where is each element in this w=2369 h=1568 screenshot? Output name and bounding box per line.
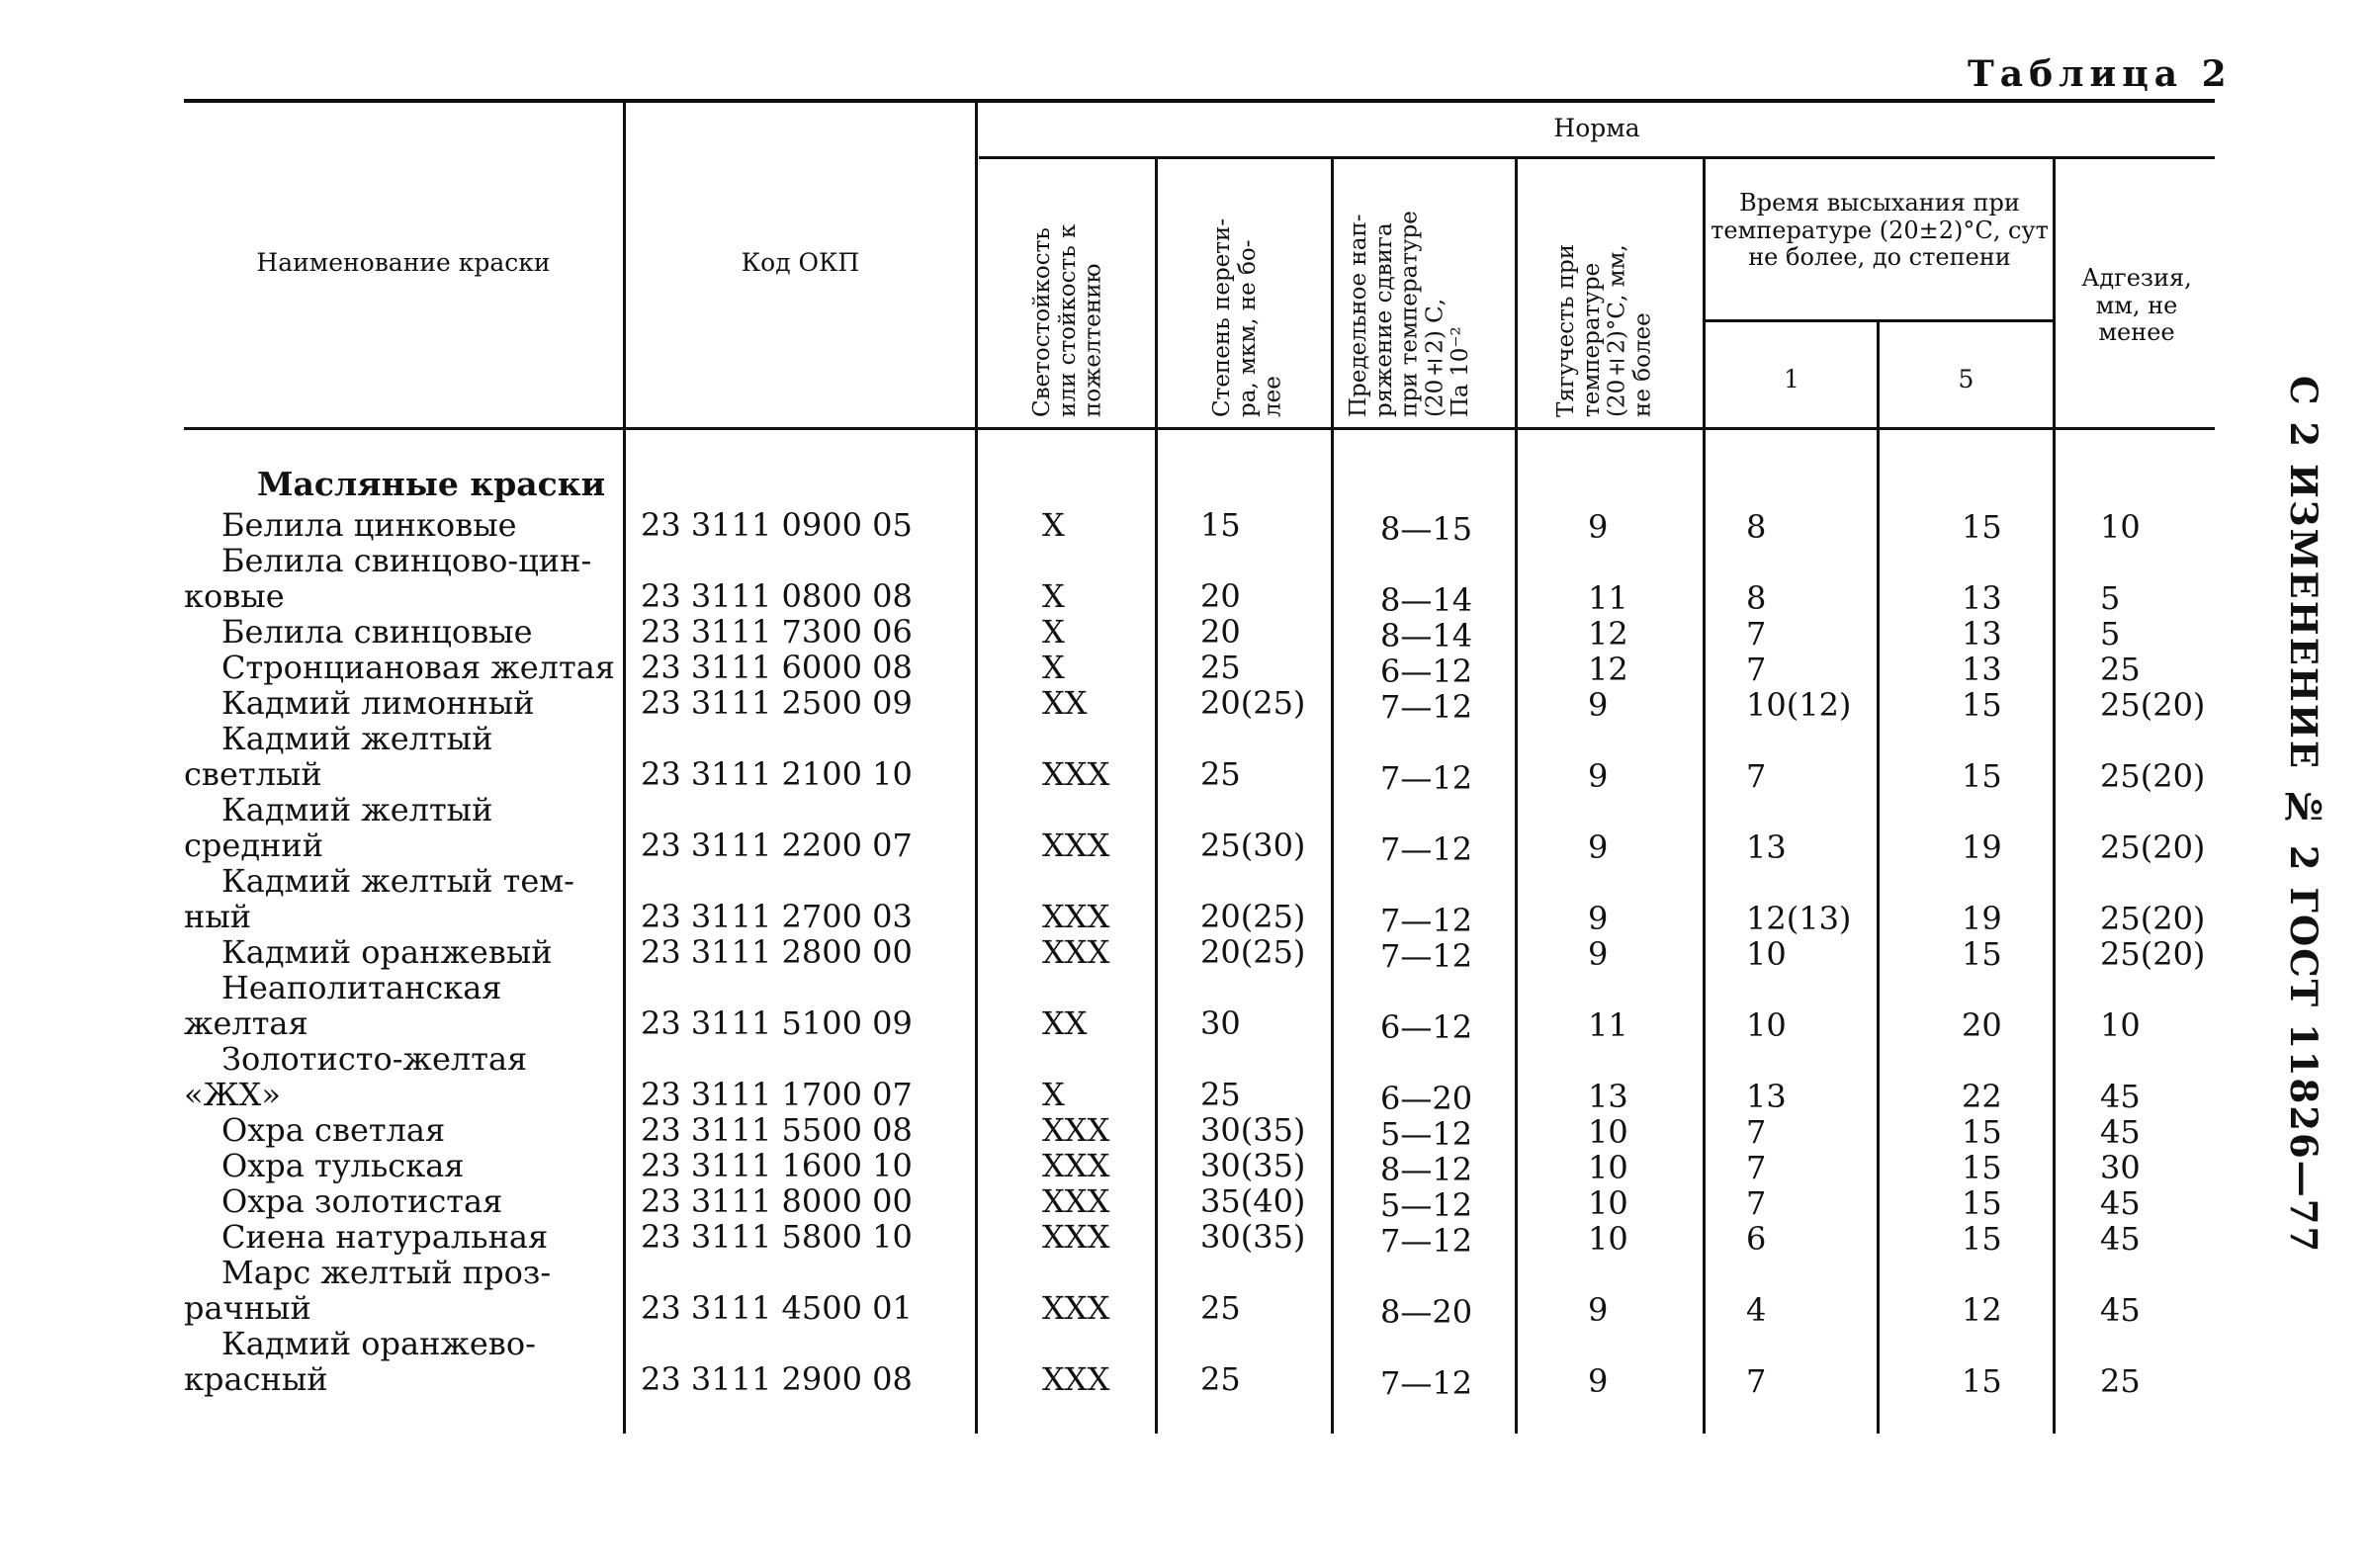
lightfastness: X	[1042, 649, 1065, 686]
okp-code: 23 3111 2100 10	[641, 755, 913, 793]
grind-degree: 25	[1200, 1076, 1241, 1113]
dry-degree-1: 7	[1746, 1149, 1767, 1186]
dry-degree-1: 10(12)	[1746, 686, 1852, 724]
dry-degree-1: 7	[1746, 1184, 1767, 1222]
okp-code: 23 3111 2500 09	[641, 684, 913, 722]
paint-name: Кадмий оранжево-	[221, 1325, 536, 1362]
okp-code: 23 3111 2700 03	[641, 898, 913, 935]
viscosity: 9	[1588, 508, 1609, 546]
lightfastness: XXX	[1042, 1360, 1110, 1398]
adhesion: 5	[2100, 615, 2121, 653]
okp-code: 23 3111 1600 10	[641, 1147, 913, 1184]
adhesion: 45	[2100, 1220, 2141, 1258]
header-adhesion: Адгезия, мм, не менее	[2081, 264, 2192, 347]
okp-code: 23 3111 2900 08	[641, 1360, 913, 1398]
grind-degree: 20(25)	[1200, 898, 1306, 935]
paint-name-cont: рачный	[184, 1289, 311, 1327]
okp-code: 23 3111 5800 10	[641, 1218, 913, 1256]
viscosity: 12	[1588, 651, 1628, 688]
dry-degree-1: 13	[1746, 1078, 1787, 1115]
lightfastness: X	[1042, 577, 1065, 615]
okp-code: 23 3111 0900 05	[641, 506, 913, 544]
shear-stress: 7—12	[1380, 937, 1473, 975]
dry-degree-5: 13	[1962, 615, 2002, 653]
okp-code: 23 3111 4500 01	[641, 1289, 913, 1327]
lightfastness: X	[1042, 613, 1065, 651]
okp-code: 23 3111 8000 00	[641, 1182, 913, 1220]
adhesion: 25(20)	[2100, 900, 2206, 937]
shear-stress: 8—12	[1380, 1151, 1473, 1188]
header-dry: Время высыхания при температуре (20±2)°С, сут не более, до степени	[1711, 189, 2049, 272]
paint-name: Кадмий желтый	[221, 791, 493, 828]
shear-stress: 7—12	[1380, 1364, 1473, 1402]
viscosity: 9	[1588, 757, 1609, 795]
dry-degree-1: 13	[1746, 828, 1787, 866]
lightfastness: X	[1042, 506, 1065, 544]
lightfastness: XXX	[1042, 1147, 1110, 1184]
adhesion: 45	[2100, 1291, 2141, 1329]
grind-degree: 30(35)	[1200, 1147, 1306, 1184]
table-label: Таблица 2	[1968, 53, 2233, 95]
dry-degree-1: 4	[1746, 1291, 1767, 1329]
dry-degree-5: 22	[1962, 1078, 2002, 1115]
grind-degree: 35(40)	[1200, 1182, 1306, 1220]
viscosity: 9	[1588, 935, 1609, 973]
shear-stress: 7—12	[1380, 830, 1473, 868]
shear-stress: 8—20	[1380, 1293, 1473, 1331]
viscosity: 9	[1588, 1291, 1609, 1329]
lightfastness: XX	[1042, 684, 1088, 722]
paint-name: Стронциановая желтая	[221, 649, 615, 686]
paint-name: Кадмий лимонный	[221, 684, 535, 722]
paint-name: Кадмий оранжевый	[221, 933, 553, 971]
lightfastness: XXX	[1042, 755, 1110, 793]
shear-stress: 7—12	[1380, 759, 1473, 797]
grind-degree: 20(25)	[1200, 684, 1306, 722]
adhesion: 25(20)	[2100, 686, 2206, 724]
dry-degree-1: 12(13)	[1746, 900, 1852, 937]
grind-degree: 20(25)	[1200, 933, 1306, 971]
okp-code: 23 3111 2200 07	[641, 827, 913, 864]
viscosity: 9	[1588, 686, 1609, 724]
grind-degree: 20	[1200, 613, 1241, 651]
dry-degree-5: 13	[1962, 651, 2002, 688]
viscosity: 10	[1588, 1113, 1628, 1151]
dry-degree-1: 7	[1746, 1113, 1767, 1151]
adhesion: 25(20)	[2100, 935, 2206, 973]
viscosity: 9	[1588, 828, 1609, 866]
paint-name: Золотисто-желтая	[221, 1040, 528, 1078]
lightfastness: XX	[1042, 1004, 1088, 1042]
adhesion: 45	[2100, 1184, 2141, 1222]
okp-code: 23 3111 2800 00	[641, 933, 913, 971]
adhesion: 25(20)	[2100, 828, 2206, 866]
header-shear: Предельное нап- ряжение сдвига при температуре (20±2) С, Па 10⁻²	[1346, 211, 1473, 417]
header-grind: Степень перети- ра, мкм, не бо- лее	[1209, 218, 1286, 417]
lightfastness: X	[1042, 1076, 1065, 1113]
dry-degree-5: 15	[1962, 1149, 2002, 1186]
viscosity: 12	[1588, 615, 1628, 653]
grind-degree: 25	[1200, 1360, 1241, 1398]
viscosity: 9	[1588, 900, 1609, 937]
paint-name: Охра светлая	[221, 1111, 446, 1149]
col-sep-light	[1155, 158, 1158, 1434]
paint-name: Кадмий желтый	[221, 720, 493, 757]
col-sep-grind	[1331, 158, 1334, 1434]
section-title: Масляные краски	[257, 465, 606, 503]
shear-stress: 6—12	[1380, 653, 1473, 690]
viscosity: 9	[1588, 1362, 1609, 1400]
lightfastness: XXX	[1042, 1182, 1110, 1220]
shear-stress: 6—12	[1380, 1008, 1473, 1046]
adhesion: 10	[2100, 508, 2141, 546]
dry-degree-1: 7	[1746, 757, 1767, 795]
dry-degree-5: 19	[1962, 828, 2002, 866]
header-dry-1: 1	[1784, 365, 1799, 393]
okp-code: 23 3111 7300 06	[641, 613, 913, 651]
paint-name: Белила свинцово-цин-	[221, 542, 592, 579]
viscosity: 11	[1588, 579, 1628, 617]
viscosity: 10	[1588, 1220, 1628, 1258]
shear-stress: 7—12	[1380, 1222, 1473, 1260]
shear-stress: 8—14	[1380, 617, 1473, 654]
viscosity: 11	[1588, 1006, 1628, 1044]
shear-stress: 8—15	[1380, 510, 1473, 548]
paint-name-cont: желтая	[184, 1004, 308, 1042]
lightfastness: XXX	[1042, 1218, 1110, 1256]
adhesion: 5	[2100, 579, 2121, 617]
paint-name: Неаполитанская	[221, 969, 502, 1006]
dry-degree-1: 8	[1746, 579, 1767, 617]
header-bottom-rule	[184, 427, 2215, 430]
lightfastness: XXX	[1042, 898, 1110, 935]
shear-stress: 5—12	[1380, 1115, 1473, 1153]
dry-degree-1: 7	[1746, 615, 1767, 653]
okp-code: 23 3111 6000 08	[641, 649, 913, 686]
dry-degree-1: 7	[1746, 651, 1767, 688]
lightfastness: XXX	[1042, 1111, 1110, 1149]
shear-stress: 7—12	[1380, 688, 1473, 726]
shear-stress: 5—12	[1380, 1186, 1473, 1224]
grind-degree: 20	[1200, 577, 1241, 615]
paint-name: Белила цинковые	[221, 506, 517, 544]
lightfastness: XXX	[1042, 1289, 1110, 1327]
okp-code: 23 3111 1700 07	[641, 1076, 913, 1113]
lightfastness: XXX	[1042, 933, 1110, 971]
header-code: Код ОКП	[741, 248, 860, 277]
dry-degree-5: 15	[1962, 508, 2002, 546]
okp-code: 23 3111 0800 08	[641, 577, 913, 615]
grind-degree: 30(35)	[1200, 1218, 1306, 1256]
header-light: Светостойкость или стойкость к пожелтению	[1029, 223, 1106, 417]
paint-name: Сиена натуральная	[221, 1218, 549, 1256]
paint-name-cont: ковые	[184, 577, 285, 615]
dry-degree-5: 19	[1962, 900, 2002, 937]
dry-degree-5: 15	[1962, 1220, 2002, 1258]
col-sep-shear	[1515, 158, 1518, 1434]
viscosity: 13	[1588, 1078, 1628, 1115]
lightfastness: XXX	[1042, 827, 1110, 864]
dry-degree-1: 7	[1746, 1362, 1767, 1400]
adhesion: 30	[2100, 1149, 2141, 1186]
grind-degree: 25	[1200, 755, 1241, 793]
header-visc: Тягучесть при температуре (20±2)°С, мм, не более	[1553, 243, 1656, 417]
adhesion: 25	[2100, 1362, 2141, 1400]
paint-name: Охра золотистая	[221, 1182, 503, 1220]
shear-stress: 6—20	[1380, 1080, 1473, 1117]
dry-degree-5: 15	[1962, 935, 2002, 973]
dry-degree-1: 6	[1746, 1220, 1767, 1258]
header-dry-5: 5	[1958, 365, 1974, 393]
viscosity: 10	[1588, 1149, 1628, 1186]
col-sep-visc	[1703, 158, 1706, 1434]
dry-degree-5: 12	[1962, 1291, 2002, 1329]
grind-degree: 25(30)	[1200, 827, 1306, 864]
grind-degree: 25	[1200, 1289, 1241, 1327]
paint-name-cont: ный	[184, 898, 252, 935]
dry-degree-5: 13	[1962, 579, 2002, 617]
norm-rule	[979, 156, 2215, 159]
shear-stress: 7—12	[1380, 902, 1473, 939]
dry-degree-5: 15	[1962, 757, 2002, 795]
header-name: Наименование краски	[256, 248, 551, 277]
paint-name-cont: красный	[184, 1360, 328, 1398]
col-sep-code	[975, 103, 978, 1434]
paint-name: Кадмий желтый тем-	[221, 862, 574, 900]
dry-degree-1: 10	[1746, 1006, 1787, 1044]
top-rule	[184, 99, 2215, 103]
dry-degree-1: 10	[1746, 935, 1787, 973]
dry-degree-5: 15	[1962, 1113, 2002, 1151]
col-sep-name	[623, 103, 626, 1434]
grind-degree: 15	[1200, 506, 1241, 544]
paint-name-cont: «ЖХ»	[184, 1076, 281, 1113]
okp-code: 23 3111 5500 08	[641, 1111, 913, 1149]
paint-name-cont: средний	[184, 827, 324, 864]
paint-name: Марс желтый проз-	[221, 1254, 552, 1291]
dry-degree-5: 15	[1962, 1184, 2002, 1222]
grind-degree: 30	[1200, 1004, 1241, 1042]
adhesion: 25(20)	[2100, 757, 2206, 795]
paint-name-cont: светлый	[184, 755, 322, 793]
adhesion: 45	[2100, 1113, 2141, 1151]
side-title: С 2 ИЗМЕНЕНИЕ № 2 ГОСТ 11826—77	[2282, 376, 2325, 1255]
viscosity: 10	[1588, 1184, 1628, 1222]
dry-degree-5: 15	[1962, 1362, 2002, 1400]
adhesion: 25	[2100, 651, 2141, 688]
dry-degree-5: 20	[1962, 1006, 2002, 1044]
col-sep-dry5	[2053, 158, 2056, 1434]
okp-code: 23 3111 5100 09	[641, 1004, 913, 1042]
grind-degree: 30(35)	[1200, 1111, 1306, 1149]
paint-name: Белила свинцовые	[221, 613, 533, 651]
grind-degree: 25	[1200, 649, 1241, 686]
dry-degree-1: 8	[1746, 508, 1767, 546]
header-norm: Норма	[1553, 114, 1640, 142]
dry-degree-5: 15	[1962, 686, 2002, 724]
col-sep-dry1	[1877, 319, 1880, 1434]
adhesion: 10	[2100, 1006, 2141, 1044]
adhesion: 45	[2100, 1078, 2141, 1115]
shear-stress: 8—14	[1380, 581, 1473, 619]
paint-name: Охра тульская	[221, 1147, 465, 1184]
